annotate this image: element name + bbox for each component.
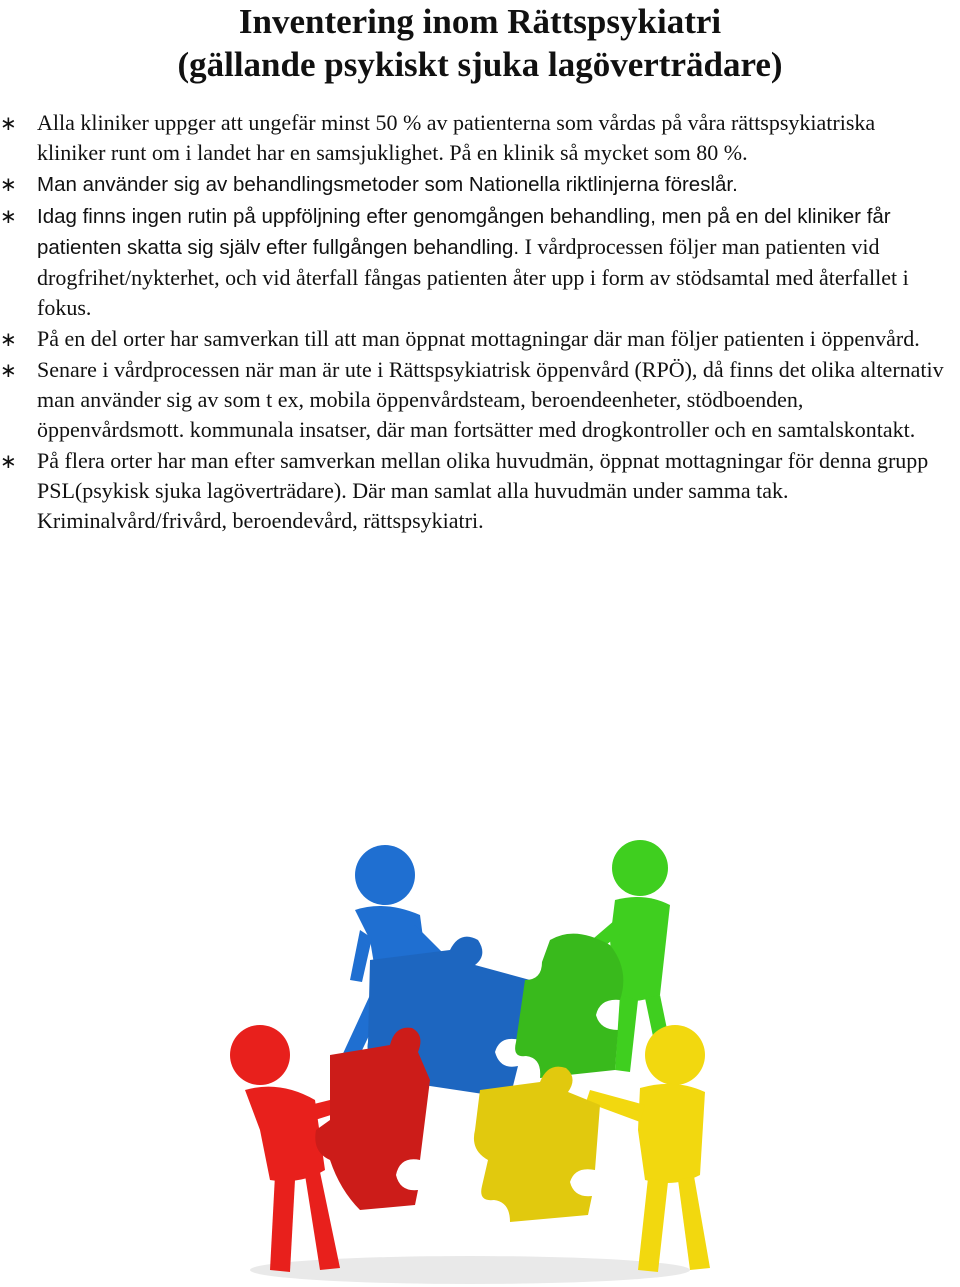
bullet-item: [0, 446, 944, 536]
green-leg: [615, 995, 638, 1072]
bullet-text: På flera orter har man efter samverkan mellan olika huvudmän, öppnat mottagningar för denna grupp PSL(psykisk sjuka lagöverträdare). Där man samlat alla huvudmän under samma tak. Kriminalvård/frivård, beroendevård, rättspsykiatri.: [37, 448, 929, 533]
yellow-body: [638, 1084, 705, 1183]
red-puzzle-piece: [315, 1028, 430, 1210]
red-leg: [270, 1175, 295, 1272]
bullet-text-serif-part: I vårdprocessen följer man patienten vid drogfrihet/nykterhet, och vid återfall fångas patienten åter upp i form av stödsamtal med återfallet i fokus.: [37, 234, 909, 320]
bullet-text-sans-part: Idag finns ingen rutin på uppföljning efter genomgången behandling, men på en del kliniker får patienten skatta sig själv efter fullgången behandling.: [37, 205, 891, 259]
bullet-item: [0, 201, 944, 323]
title-line-1: Inventering inom Rättspsykiatri: [238, 2, 722, 41]
bullet-list: [0, 108, 960, 536]
blue-head: [355, 845, 415, 905]
yellow-leg-2: [678, 1176, 710, 1270]
puzzle-people-illustration: [220, 830, 720, 1285]
red-leg-2: [305, 1172, 340, 1270]
bullet-text: Senare i vårdprocessen när man är ute i Rättspsykiatrisk öppenvård (RPÖ), då finns det olika alternativ man använder sig av som t ex, mobila öppenvårdsteam, beroendeenheter, stödboenden, öppenvårdsmott. kommunala insatser, där man fortsätter med drogkontroller och en samtalskontakt.: [37, 357, 944, 442]
green-puzzle-piece: [515, 934, 623, 1078]
asterisk-bullet-icon: ∗: [0, 111, 17, 135]
asterisk-bullet-icon: ∗: [0, 449, 17, 473]
red-body: [245, 1087, 325, 1182]
green-head: [612, 840, 668, 896]
title-line-2: (gällande psykiskt sjuka lagöverträdare): [177, 45, 783, 84]
blue-arm-2: [350, 930, 372, 982]
yellow-puzzle-piece: [474, 1067, 600, 1222]
bullet-item: [0, 108, 944, 168]
bullet-text: Man använder sig av behandlingsmetoder som Nationella riktlinjerna föreslår.: [37, 173, 738, 196]
asterisk-bullet-icon: ∗: [0, 204, 17, 228]
bullet-text: På en del orter har samverkan till att man öppnat mottagningar där man följer patienten i öppenvård.: [37, 326, 920, 351]
bullet-item: [0, 169, 944, 200]
asterisk-bullet-icon: ∗: [0, 172, 17, 196]
bullet-item: [0, 324, 944, 354]
asterisk-bullet-icon: ∗: [0, 358, 17, 382]
yellow-leg: [638, 1178, 668, 1272]
asterisk-bullet-icon: ∗: [0, 327, 17, 351]
page-title: [0, 0, 960, 86]
yellow-head: [645, 1025, 705, 1085]
floor-shadow: [250, 1256, 690, 1284]
red-figure: [230, 1025, 430, 1272]
red-head: [230, 1025, 290, 1085]
bullet-item: [0, 355, 944, 445]
puzzle-people-image: [220, 830, 720, 1285]
bullet-text: Alla kliniker uppger att ungefär minst 50 % av patienterna som vårdas på våra rättspsykiatriska kliniker runt om i landet har en samsjuklighet. På en klinik så mycket som 80 %.: [37, 110, 876, 165]
